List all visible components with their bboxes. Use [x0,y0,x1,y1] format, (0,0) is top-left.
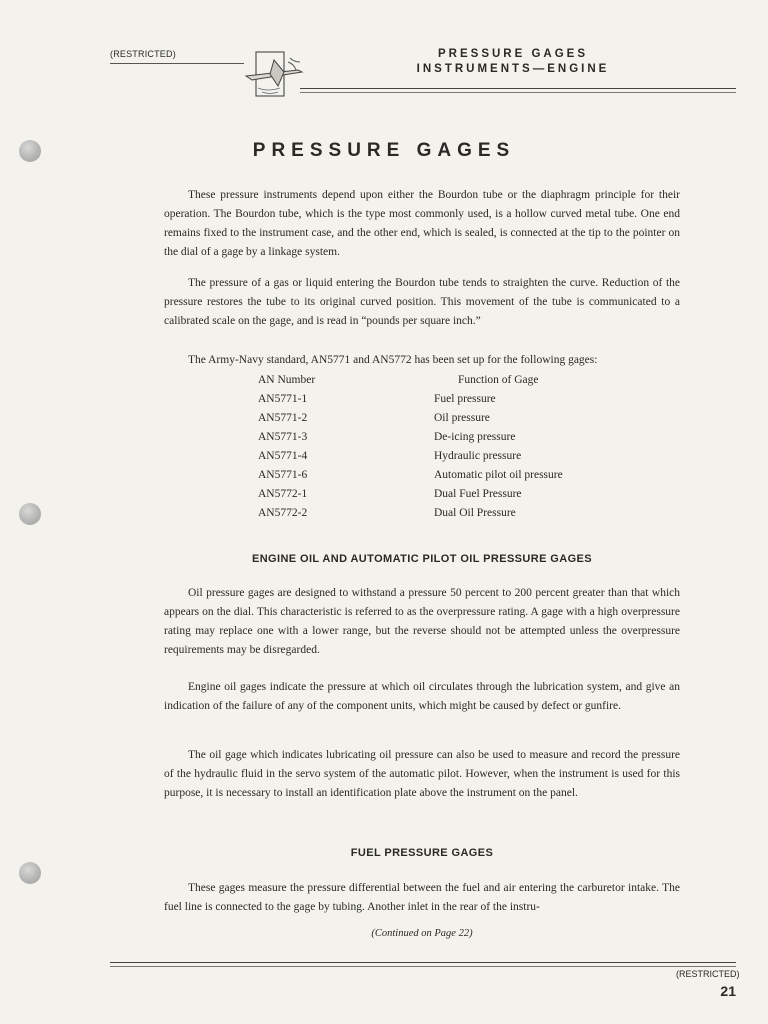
header-title-line1: PRESSURE GAGES [438,48,588,60]
table-cell: AN5772-2 [258,507,308,519]
paragraph-fuel-1: These gages measure the pressure differential between the fuel and air entering the carburetor intake. The fuel line is connected to the gage by tubing. Another inlet in the rear of the instru- [164,882,680,913]
paragraph-intro-2: The pressure of a gas or liquid entering the Bourdon tube tends to straighten the curve. Reduction of the pressure restores the tube to its original curved position. This movement of the tube is communicated to a calibrated scale on the gage, and is read in “pounds per square inch.” [164,277,680,327]
table-cell: Fuel pressure [434,393,496,405]
paragraph-intro-3: The Army-Navy standard, AN5771 and AN5772 has been set up for the following gages: [188,354,598,366]
section-heading-fuel-pressure: FUEL PRESSURE GAGES [350,847,494,859]
table-cell: Dual Fuel Pressure [434,488,522,500]
paragraph-oil-2: Engine oil gages indicate the pressure at which oil circulates through the lubrication system, and give an indication of the failure of any of the component units, which might be caused by defect or gunfire. [164,681,680,712]
table-row [258,507,563,526]
table-cell: De-icing pressure [434,431,516,443]
header-rule-right [300,88,736,89]
header-title-line2: INSTRUMENTS—ENGINE [416,63,610,75]
binder-hole-bottom [19,862,41,884]
table-cell: Dual Oil Pressure [434,507,516,519]
table-row [258,393,563,412]
table-cell: AN5771-3 [258,431,308,443]
table-row [258,488,563,507]
header-title [400,47,626,77]
footer-rule-secondary [110,966,736,967]
table-cell: AN5771-4 [258,450,308,462]
gage-table [258,374,563,526]
table-header-an-number: AN Number [258,374,316,386]
continued-note: (Continued on Page 22) [371,928,473,939]
table-cell: AN5772-1 [258,488,308,500]
table-row [258,431,563,450]
paragraph-oil-3: The oil gage which indicates lubricating oil pressure can also be used to measure and record the pressure of the hydraulic fluid in the servo system of the automatic pilot. However, when the instrument is used for this purpose, it is necessary to install an identification plate above the instrument on the panel. [164,749,680,799]
table-cell: AN5771-6 [258,469,308,481]
table-cell: AN5771-1 [258,393,308,405]
aircraft-logo-icon [244,50,306,98]
table-row [258,412,563,431]
table-cell: Hydraulic pressure [434,450,522,462]
paragraph-oil-1: Oil pressure gages are designed to withstand a pressure 50 percent to 200 percent greater than that which appears on the dial. This characteristic is referred to as the overpressure rating. A gage with a high overpressure rating may replace one with a lower range, but the reverse should not be attempted unless the overpressure requirements may be disregarded. [164,587,680,656]
footer-rule [110,962,736,963]
table-row [258,469,563,488]
binder-hole-middle [19,503,41,525]
header-rule-left [110,63,244,64]
table-header-row [258,374,563,393]
restricted-label-top: (RESTRICTED) [110,49,176,59]
section-heading-oil-pressure: ENGINE OIL AND AUTOMATIC PILOT OIL PRESSURE GAGES [251,553,593,565]
paragraph-intro-1: These pressure instruments depend upon either the Bourdon tube or the diaphragm principle for their operation. The Bourdon tube, which is the type most commonly used, is a hollow curved metal tube. One end remains fixed to the instrument case, and the other end, which is sealed, is connected at the tip to the pointer on the dial of a gage by a linkage system. [164,189,680,258]
table-row [258,450,563,469]
page-number: 21 [720,983,736,999]
table-header-function: Function of Gage [458,374,539,386]
page-title: PRESSURE GAGES [252,140,516,161]
table-cell: AN5771-2 [258,412,308,424]
table-cell: Oil pressure [434,412,490,424]
header-rule-right-secondary [300,92,736,93]
restricted-label-bottom: (RESTRICTED) [676,969,740,979]
table-cell: Automatic pilot oil pressure [434,469,563,481]
